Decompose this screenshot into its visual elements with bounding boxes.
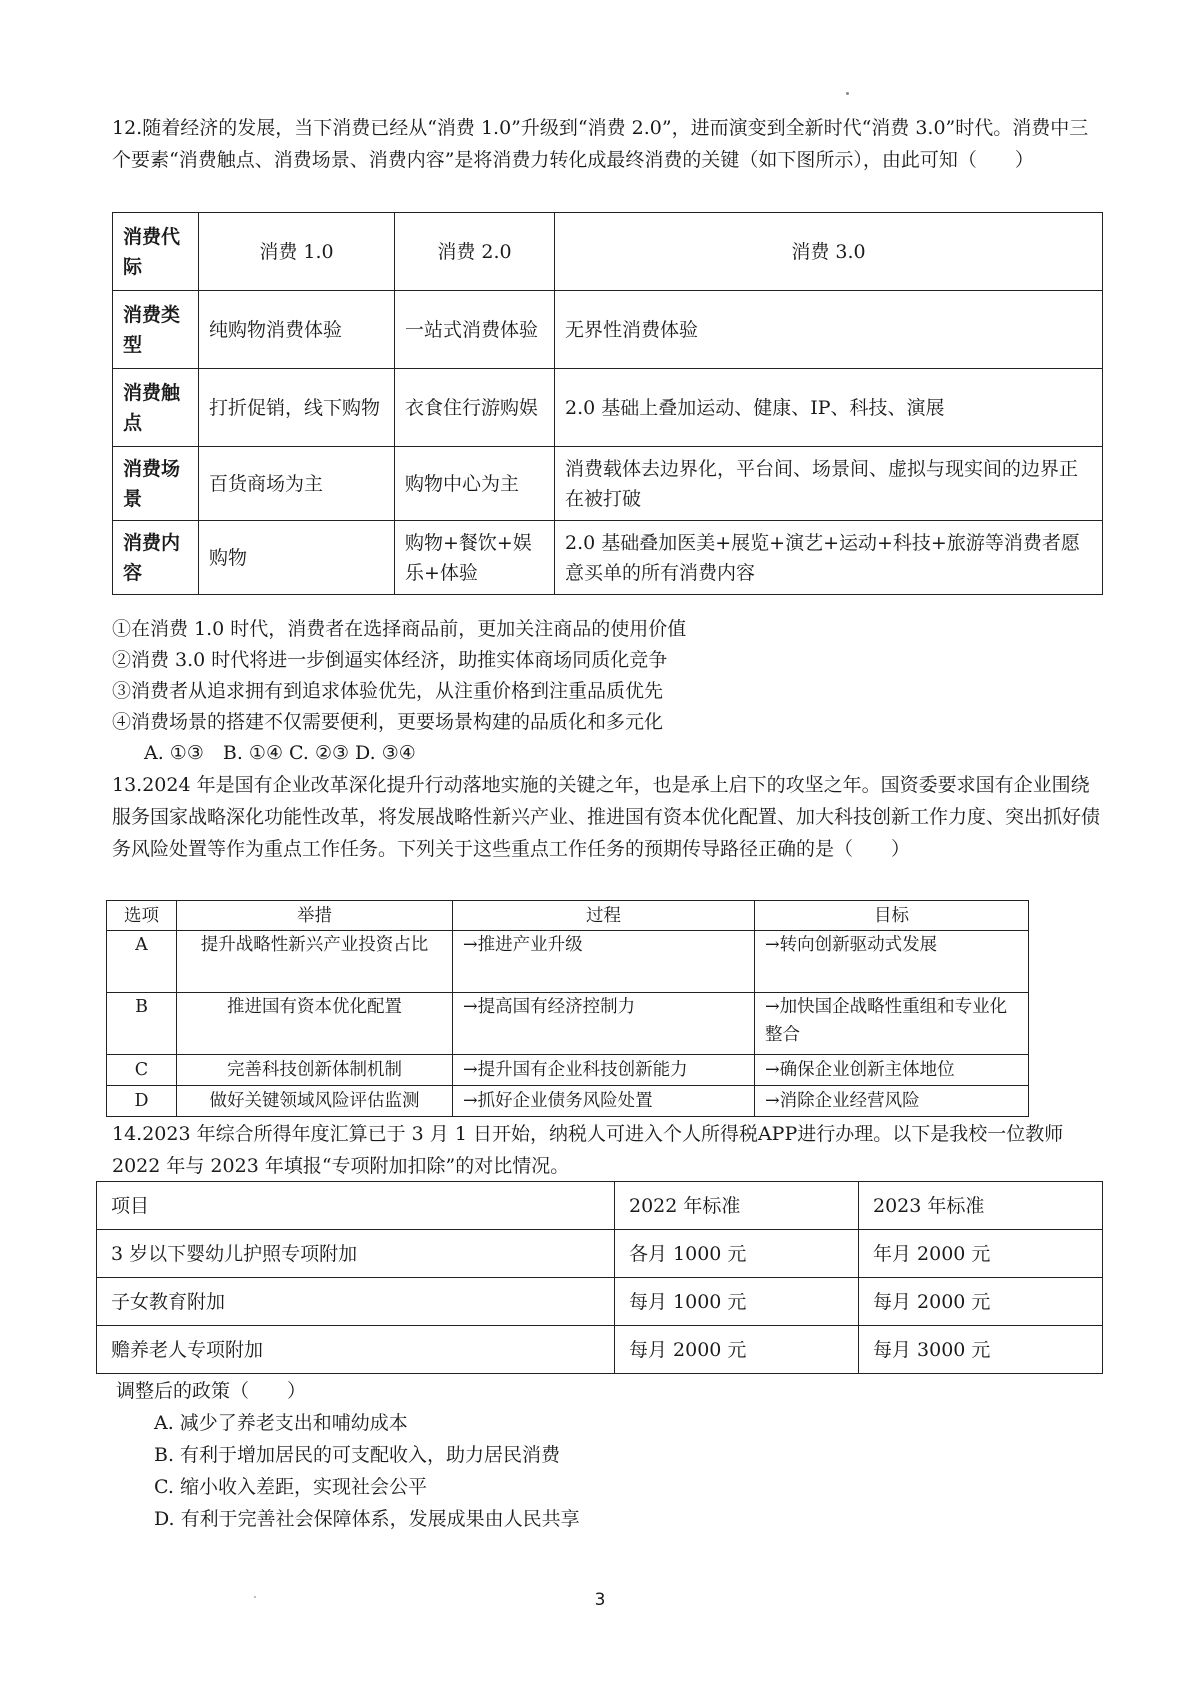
q14-table	[96, 1181, 1103, 1374]
table-cell: →抓好企业债务风险处置	[453, 1086, 755, 1117]
table-row	[107, 1086, 1029, 1117]
table-header-cell: 举措	[177, 901, 453, 931]
table-cell: C	[107, 1055, 177, 1086]
table-cell: 衣食住行游购娱	[395, 369, 555, 447]
table-row	[97, 1278, 1103, 1326]
q12-options: A. ①③ B. ①④ C. ②③ D. ③④	[144, 742, 416, 764]
table-header-cell: 消费 1.0	[199, 213, 395, 291]
table-cell: 每月 2000 元	[615, 1326, 859, 1374]
table-header-cell: 2023 年标准	[859, 1182, 1103, 1230]
row-header-cell: 消费类型	[113, 291, 199, 369]
table-cell: 每月 3000 元	[859, 1326, 1103, 1374]
row-header-cell: 消费触点	[113, 369, 199, 447]
table-row	[113, 291, 1103, 369]
table-cell: 做好关键领域风险评估监测	[177, 1086, 453, 1117]
table-cell: →转向创新驱动式发展	[755, 931, 1029, 993]
table-cell: 年月 2000 元	[859, 1230, 1103, 1278]
q13-stem: 13.2024 年是国有企业改革深化提升行动落地实施的关键之年，也是承上启下的攻坚之年。国资委要求国有企业围绕服务国家战略深化功能性改革，将发展战略性新兴产业、推进国有资本优化配置、加大科技创新工作力度、突出抓好债务风险处置等作为重点工作任务。下列关于这些重点工作任务的预期传导路径正确的是（ ）	[112, 774, 1101, 860]
table-cell: 购物+餐饮+娱乐+体验	[395, 521, 555, 595]
q14-option-d: D. 有利于完善社会保障体系，发展成果由人民共享	[154, 1508, 580, 1530]
table-header-row	[113, 213, 1103, 291]
table-cell: 无界性消费体验	[555, 291, 1103, 369]
table-header-cell: 选项	[107, 901, 177, 931]
row-header-cell: 消费场景	[113, 447, 199, 521]
table-header-cell: 消费 2.0	[395, 213, 555, 291]
table-row	[113, 447, 1103, 521]
table-row	[113, 521, 1103, 595]
table-row	[113, 369, 1103, 447]
table-cell: 赡养老人专项附加	[97, 1326, 615, 1374]
table-cell: 子女教育附加	[97, 1278, 615, 1326]
table-row	[107, 993, 1029, 1055]
q14-option-b: B. 有利于增加居民的可支配收入，助力居民消费	[154, 1444, 561, 1466]
table-cell: 2.0 基础叠加医美+展览+演艺+运动+科技+旅游等消费者愿意买单的所有消费内容	[555, 521, 1103, 595]
table-cell: 推进国有资本优化配置	[177, 993, 453, 1055]
table-row	[107, 931, 1029, 993]
q14-option-a: A. 减少了养老支出和哺幼成本	[154, 1412, 408, 1434]
table-cell: →消除企业经营风险	[755, 1086, 1029, 1117]
table-cell: →推进产业升级	[453, 931, 755, 993]
table-row	[107, 1055, 1029, 1086]
table-cell: 打折促销，线下购物	[199, 369, 395, 447]
table-cell: D	[107, 1086, 177, 1117]
table-cell: 各月 1000 元	[615, 1230, 859, 1278]
table-cell: 完善科技创新体制机制	[177, 1055, 453, 1086]
table-cell: 纯购物消费体验	[199, 291, 395, 369]
page-number: 3	[594, 1590, 606, 1610]
q14-option-c: C. 缩小收入差距，实现社会公平	[154, 1476, 427, 1498]
table-header-cell: 消费 3.0	[555, 213, 1103, 291]
q12-statement-1: ①在消费 1.0 时代，消费者在选择商品前，更加关注商品的使用价值	[112, 618, 687, 640]
q12-statement-4: ④消费场景的搭建不仅需要便利，更要场景构建的品质化和多元化	[112, 711, 664, 733]
q12-table	[112, 212, 1103, 595]
q13-table	[106, 900, 1029, 1117]
table-cell: 百货商场为主	[199, 447, 395, 521]
table-cell: 每月 2000 元	[859, 1278, 1103, 1326]
table-cell: →确保企业创新主体地位	[755, 1055, 1029, 1086]
table-header-row	[107, 901, 1029, 931]
table-header-cell: 项目	[97, 1182, 615, 1230]
table-cell: 购物中心为主	[395, 447, 555, 521]
scan-speck	[846, 92, 849, 95]
q14-stem: 14.2023 年综合所得年度汇算已于 3 月 1 日开始，纳税人可进入个人所得税APP进行办理。以下是我校一位教师 2022 年与 2023 年填报“专项附加扣除”的对比情况。	[112, 1123, 1064, 1177]
table-cell: 3 岁以下婴幼儿护照专项附加	[97, 1230, 615, 1278]
table-cell: B	[107, 993, 177, 1055]
table-header-cell: 目标	[755, 901, 1029, 931]
table-cell: 购物	[199, 521, 395, 595]
table-cell: →提升国有企业科技创新能力	[453, 1055, 755, 1086]
table-cell: 2.0 基础上叠加运动、健康、IP、科技、演展	[555, 369, 1103, 447]
table-header-cell: 过程	[453, 901, 755, 931]
q12-stem: 12.随着经济的发展，当下消费已经从“消费 1.0”升级到“消费 2.0”，进而演变到全新时代“消费 3.0”时代。消费中三个要素“消费触点、消费场景、消费内容”是将消费力转化成最终消费的关键（如下图所示），由此可知（ ）	[112, 117, 1089, 171]
table-row	[97, 1326, 1103, 1374]
table-row	[97, 1230, 1103, 1278]
table-cell: →加快国企战略性重组和专业化整合	[755, 993, 1029, 1055]
table-cell: 提升战略性新兴产业投资占比	[177, 931, 453, 993]
table-header-cell: 消费代际	[113, 213, 199, 291]
q12-statement-3: ③消费者从追求拥有到追求体验优先，从注重价格到注重品质优先	[112, 680, 664, 702]
table-header-row	[97, 1182, 1103, 1230]
q12-statement-2: ②消费 3.0 时代将进一步倒逼实体经济，助推实体商场同质化竞争	[112, 649, 668, 671]
table-header-cell: 2022 年标准	[615, 1182, 859, 1230]
table-cell: 每月 1000 元	[615, 1278, 859, 1326]
row-header-cell: 消费内容	[113, 521, 199, 595]
table-cell: →提高国有经济控制力	[453, 993, 755, 1055]
table-cell: A	[107, 931, 177, 993]
table-cell: 一站式消费体验	[395, 291, 555, 369]
q14-prompt: 调整后的政策（ ）	[116, 1380, 307, 1402]
table-cell: 消费载体去边界化，平台间、场景间、虚拟与现实间的边界正在被打破	[555, 447, 1103, 521]
